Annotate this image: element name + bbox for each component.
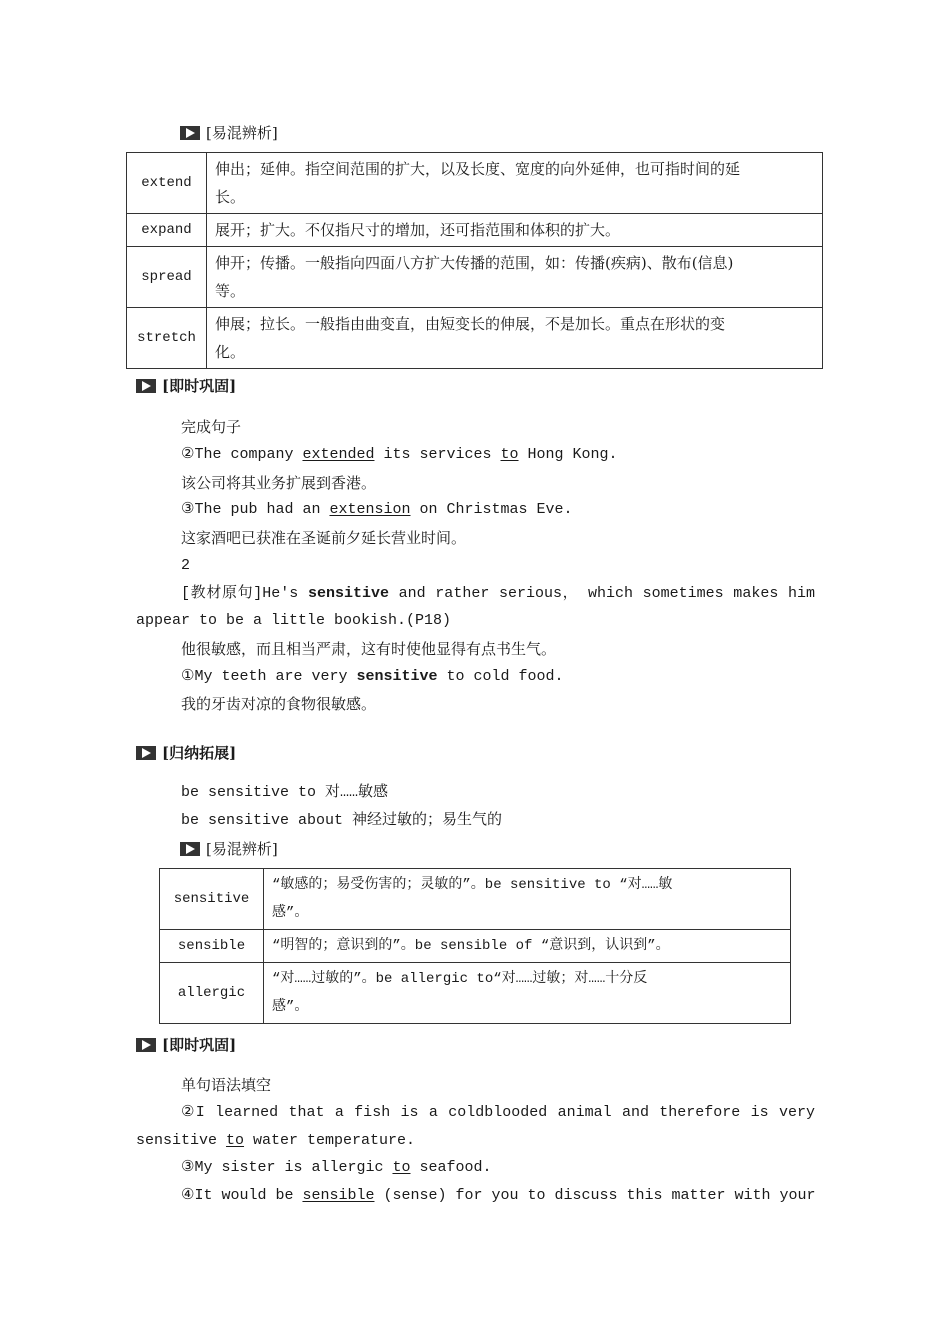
translation: 我的牙齿对凉的食物很敏感。	[181, 695, 377, 713]
exercise-sentence: ②I learned that a fish is a coldblooded animal and therefore is very	[181, 1104, 815, 1121]
table-row	[160, 930, 791, 963]
table-row	[127, 247, 823, 308]
task-label: 单句语法填空	[181, 1076, 272, 1094]
table-row	[127, 153, 823, 214]
translation: 这家酒吧已获准在圣诞前夕延长营业时间。	[181, 529, 467, 547]
phrase-line: be sensitive about 神经过敏的；易生气的	[181, 812, 503, 829]
table-definition-cell: 伸开；传播。一般指向四面八方扩大传播的范围，如：传播(疾病)、散布(信息) 等。	[207, 247, 823, 308]
heading-text: [易混辨析]	[206, 124, 278, 142]
section-heading-practice-2	[136, 1035, 236, 1055]
table-definition-cell: 展开；扩大。不仅指尺寸的增加，还可指范围和体积的扩大。	[207, 214, 823, 247]
play-triangle-icon	[136, 1038, 156, 1052]
heading-text: [归纳拓展]	[162, 744, 237, 762]
exercise-sentence: ③My sister is allergic to seafood.	[181, 1159, 492, 1176]
textbook-original-sentence-cont: appear to be a little bookish.(P18)	[136, 612, 452, 629]
table-row	[127, 308, 823, 369]
keyword: sensitive	[307, 585, 389, 602]
textbook-original-sentence: [教材原句]He's sensitive and rather serious， which sometimes makes him	[181, 585, 815, 602]
task-label: 完成句子	[181, 418, 242, 436]
answer-blank: to	[500, 446, 519, 463]
section-heading-practice-1	[136, 376, 236, 396]
exercise-sentence-cont: sensitive to water temperature.	[136, 1132, 416, 1149]
answer-blank: to	[392, 1159, 411, 1176]
table-row	[160, 963, 791, 1024]
table-definition-cell: “对……过敏的”。be allergic to“对……过敏；对……十分反 感”。	[264, 963, 791, 1024]
translation: 他很敏感，而且相当严肃，这有时使他显得有点书生气。	[181, 640, 557, 658]
table-word-cell: spread	[127, 247, 207, 308]
comparison-table-extend	[126, 152, 823, 369]
section-heading-confusables-2	[180, 839, 278, 859]
table-word-cell: stretch	[127, 308, 207, 369]
play-triangle-icon	[136, 746, 156, 760]
play-triangle-icon	[136, 379, 156, 393]
table-word-cell: sensible	[160, 930, 264, 963]
example-sentence: ①My teeth are very sensitive to cold food.	[181, 668, 564, 685]
section-heading-confusables-1	[180, 123, 278, 143]
item-number: 2	[181, 557, 191, 574]
table-definition-cell: “敏感的；易受伤害的；灵敏的”。be sensitive to “对……敏 感”。	[264, 869, 791, 930]
answer-blank: sensible	[302, 1187, 375, 1204]
keyword: sensitive	[356, 668, 438, 685]
table-row	[160, 869, 791, 930]
play-triangle-icon	[180, 126, 200, 140]
table-definition-cell: 伸出；延伸。指空间范围的扩大，以及长度、宽度的向外延伸，也可指时间的延 长。	[207, 153, 823, 214]
play-triangle-icon	[180, 842, 200, 856]
table-word-cell: allergic	[160, 963, 264, 1024]
comparison-table-sensitive	[159, 868, 791, 1024]
exercise-sentence: ③The pub had an extension on Christmas Eve.	[181, 501, 573, 518]
section-heading-summary	[136, 743, 236, 763]
answer-blank: to	[226, 1132, 245, 1149]
heading-text: [即时巩固]	[162, 377, 237, 395]
translation: 该公司将其业务扩展到香港。	[181, 474, 377, 492]
heading-text: [即时巩固]	[162, 1036, 237, 1054]
exercise-sentence: ④It would be sensible (sense) for you to discuss this matter with your	[181, 1187, 816, 1204]
table-word-cell: expand	[127, 214, 207, 247]
table-definition-cell: “明智的；意识到的”。be sensible of “意识到，认识到”。	[264, 930, 791, 963]
heading-text: [易混辨析]	[206, 840, 278, 858]
table-word-cell: extend	[127, 153, 207, 214]
exercise-sentence: ②The company extended its services to Hong Kong.	[181, 446, 618, 463]
phrase-line: be sensitive to 对……敏感	[181, 784, 389, 801]
answer-blank: extension	[329, 501, 411, 518]
table-row	[127, 214, 823, 247]
table-word-cell: sensitive	[160, 869, 264, 930]
answer-blank: extended	[302, 446, 375, 463]
table-definition-cell: 伸展；拉长。一般指由曲变直，由短变长的伸展，不是加长。重点在形状的变 化。	[207, 308, 823, 369]
